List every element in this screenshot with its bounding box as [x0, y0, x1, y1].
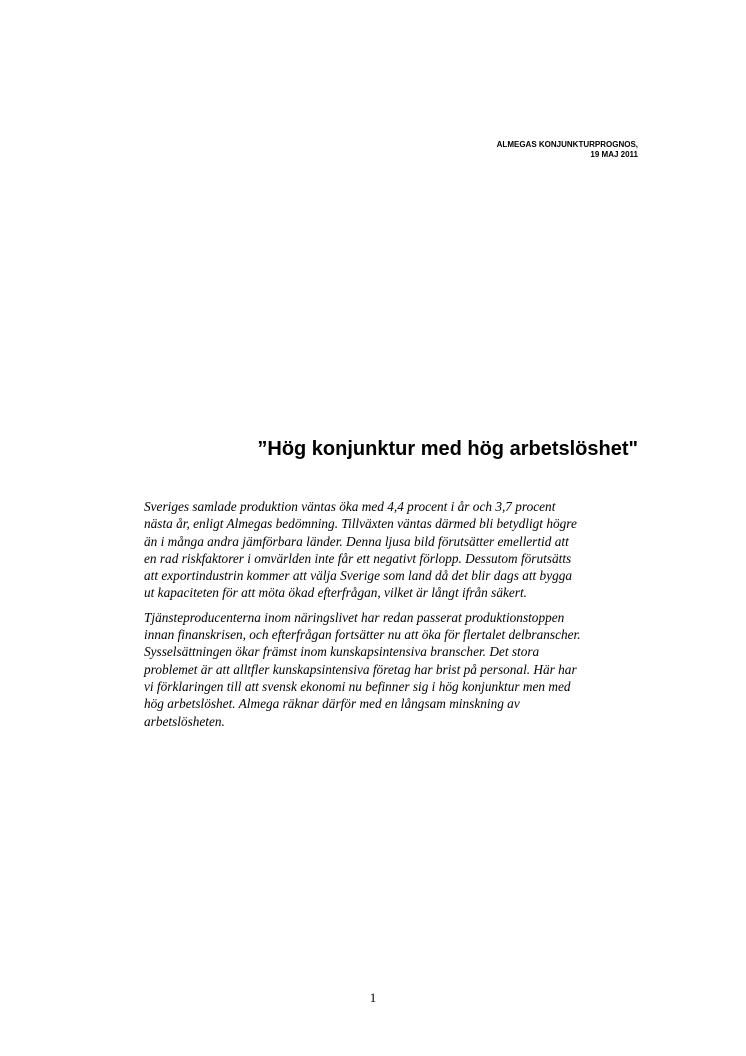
header-line-1: ALMEGAS KONJUNKTURPROGNOS, [496, 140, 638, 149]
text-line: nästa år, enligt Almegas bedömning. Tillväxten väntas därmed bli betydligt högre [144, 516, 577, 532]
document-header [497, 140, 638, 160]
text-line: problemet är att alltfler kunskapsintensiva företag har brist på personal. Här har [144, 661, 577, 677]
text-line: en rad riskfaktorer i omvärlden inte får ett negativt förlopp. Dessutom förutsätts [144, 550, 572, 566]
text-line: hög arbetslöshet. Almega räknar därför med en långsam minskning av [144, 696, 520, 712]
text-line: än i många andra jämförbara länder. Denna ljusa bild förutsätter emellertid att [144, 533, 569, 549]
paragraph-2 [144, 609, 664, 730]
text-line: ut kapaciteten för att möta ökad efterfrågan, vilket är långt ifrån säkert. [144, 585, 527, 601]
page-number: 1 [369, 990, 377, 1005]
text-line: arbetslösheten. [144, 713, 225, 729]
text-line: Sveriges samlade produktion väntas öka med 4,4 procent i år och 3,7 procent [144, 499, 556, 514]
paragraph-1 [144, 498, 664, 602]
text-line: vi förklaringen till att svensk ekonomi nu befinner sig i hög konjunktur men med [144, 678, 571, 694]
text-line: innan finanskrisen, och efterfrågan fortsätter nu att öka för flertalet delbranscher. [144, 627, 581, 643]
text-line: att exportindustrin kommer att välja Sverige som land då det blir dags att bygga [144, 568, 573, 584]
header-date: 19 MAJ 2011 [590, 150, 638, 159]
document-body [144, 498, 664, 737]
text-line: Sysselsättningen ökar främst inom kunskapsintensiva branscher. Det stora [144, 644, 540, 660]
text-line: Tjänsteproducenterna inom näringslivet har redan passerat produktionstoppen [144, 609, 565, 625]
document-title: ”Hög konjunktur med hög arbetslöshet" [257, 438, 638, 460]
